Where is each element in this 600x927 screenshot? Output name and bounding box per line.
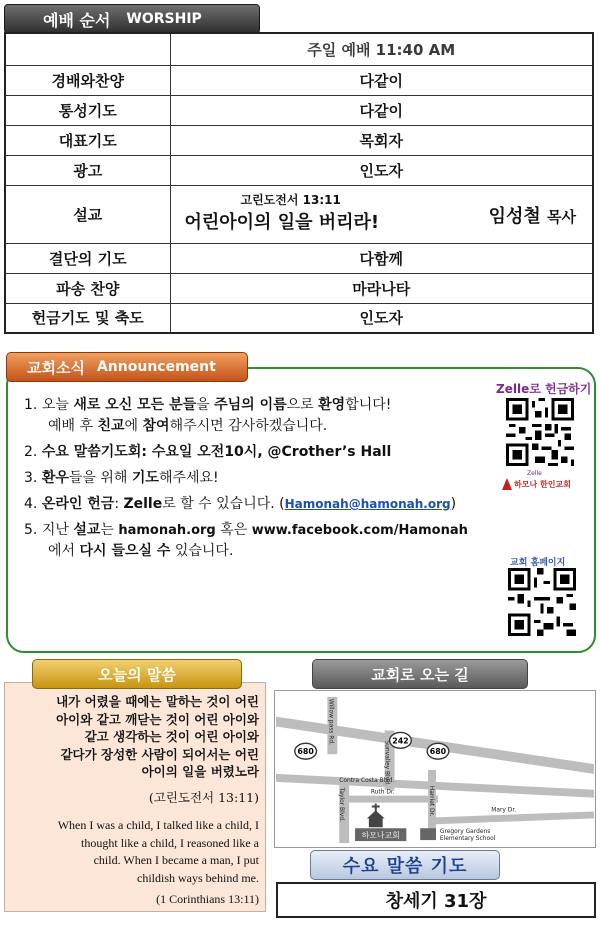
item-number: 4. xyxy=(24,496,42,512)
text: 환우 xyxy=(41,470,69,486)
todays-word-english xyxy=(3,817,259,887)
hwy-680-right-label: 680 xyxy=(429,747,447,757)
zelle-logo-text: Zelle xyxy=(527,470,542,477)
verse-line: childish ways behind me. xyxy=(137,870,259,885)
table-row xyxy=(5,303,593,333)
text: 해주세요! xyxy=(158,470,219,486)
ruth-road xyxy=(349,796,438,803)
row-label: 경배와찬양 xyxy=(5,65,170,95)
text: 에 xyxy=(124,418,143,434)
todays-word-tab: 오늘의 말씀 xyxy=(32,659,242,689)
row-label: 대표기도 xyxy=(5,125,170,155)
verse-line: thought like a child, I reasoned like a xyxy=(81,835,259,850)
directions-map[interactable] xyxy=(274,690,596,848)
announcement-tab xyxy=(6,352,248,382)
worship-tab-en: WORSHIP xyxy=(126,11,202,27)
church-marker xyxy=(367,804,385,828)
qr-code-icon xyxy=(506,398,574,466)
service-time: 주일 예배 11:40 AM xyxy=(170,33,593,65)
row-value: 다같이 xyxy=(170,65,593,95)
verse-line: When I was a child, I talked like a child, I xyxy=(57,818,259,832)
item-number: 2. xyxy=(24,444,42,460)
table-row xyxy=(5,243,593,273)
text: 환영 xyxy=(318,397,346,413)
text: 혹은 xyxy=(215,522,252,538)
text: 지난 xyxy=(41,522,74,538)
row-value: 인도자 xyxy=(170,303,593,333)
directions-tab: 교회로 오는 길 xyxy=(312,659,528,689)
text: : xyxy=(114,496,124,512)
text: hamonah.org xyxy=(118,523,216,538)
row-value: 인도자 xyxy=(170,155,593,185)
text: 기도 xyxy=(131,470,159,486)
preacher-name: 임성철 xyxy=(488,206,541,227)
row-label: 통성기도 xyxy=(5,95,170,125)
sunvalley-label: Sunvalley Blvd. xyxy=(383,740,390,786)
text: 다시 들으실 수 xyxy=(79,543,171,559)
announcement-item-2 xyxy=(24,442,504,463)
church-logo-text: 하모나 한인교회 xyxy=(514,479,571,489)
map-graphic xyxy=(275,691,595,847)
service-time-row xyxy=(5,33,593,65)
wednesday-prayer-title: 수요 말씀 기도 xyxy=(310,850,500,880)
row-value: 목회자 xyxy=(170,125,593,155)
text: 주님의 이름 xyxy=(214,397,287,413)
church-logo xyxy=(502,478,571,490)
text: 을 xyxy=(196,397,215,413)
text: 새로 오신 모든 분들 xyxy=(73,397,197,413)
cross-logo-icon xyxy=(502,478,512,490)
text: 온라인 헌금 xyxy=(41,496,115,512)
school-marker xyxy=(420,828,436,840)
church-roof-icon xyxy=(367,810,385,818)
korean-verse-reference: (고린도전서 13:11) xyxy=(148,790,259,805)
todays-word-korean xyxy=(9,693,259,781)
verse-line: child. When I became a man, I put xyxy=(93,853,259,867)
announcement-item-1 xyxy=(24,395,504,437)
verse-line: 아이와 같고 깨닫는 것이 어린 아이와 xyxy=(56,711,259,727)
preacher-title: 목사 xyxy=(547,208,576,226)
harriet-label: Harriet Dr. xyxy=(428,785,435,817)
item-number: 5. xyxy=(24,522,42,538)
row-label: 광고 xyxy=(5,155,170,185)
row-label: 헌금기도 및 축도 xyxy=(5,303,170,333)
row-value: 마라나타 xyxy=(170,273,593,303)
text: ) xyxy=(450,496,457,512)
text: 해주시면 감사하겠습니다. xyxy=(169,418,328,434)
table-row xyxy=(5,155,593,185)
text: 예배 후 xyxy=(48,418,98,434)
table-row xyxy=(5,95,593,125)
verse-line: 같다가 장성한 사람이 되어서는 어린 xyxy=(60,746,259,762)
homepage-label: 교회 홈페이지 xyxy=(510,558,566,568)
church-building-icon xyxy=(369,817,383,827)
text: 는 xyxy=(100,522,119,538)
table-row-label xyxy=(5,33,170,65)
zelle-label: Zelle로 헌금하기 xyxy=(496,382,592,396)
table-row xyxy=(5,65,593,95)
row-label: 결단의 기도 xyxy=(5,243,170,273)
wednesday-passage: 창세기 31장 xyxy=(276,882,596,918)
sermon-scripture: 고린도전서 13:11 xyxy=(240,193,341,207)
english-verse-reference: (1 Corinthians 13:11) xyxy=(156,892,259,906)
school-label-line2: Elementary School xyxy=(439,836,496,843)
todays-word-box xyxy=(4,682,266,912)
cross-bar-icon xyxy=(372,806,380,808)
row-label: 파송 찬양 xyxy=(5,273,170,303)
text: Zelle xyxy=(123,496,163,512)
verse-line: 같고 생각하는 것이 어린 아이와 xyxy=(84,729,259,744)
worship-order-table xyxy=(4,32,594,334)
text: 에서 xyxy=(48,543,80,559)
sermon-cell xyxy=(170,185,593,243)
homepage-qr-code[interactable] xyxy=(508,568,576,636)
email-link[interactable]: Hamonah@hamonah.org xyxy=(284,497,451,511)
verse-line: 내가 어렸을 때에는 말하는 것이 어린 xyxy=(56,694,259,709)
hwy-680-left-label: 680 xyxy=(297,747,314,757)
hwy-242-label: 242 xyxy=(392,736,409,746)
row-value: 다같이 xyxy=(170,95,593,125)
table-row xyxy=(5,125,593,155)
ruth-label: Ruth Dr. xyxy=(370,789,395,796)
willow-pass-label: Willow pass Rd. xyxy=(327,698,334,745)
verse-line: 아이의 일을 버렸노라 xyxy=(141,764,259,779)
text: 합니다! xyxy=(345,397,392,413)
taylor-label: Taylor Blvd. xyxy=(338,787,345,822)
worship-tab xyxy=(4,4,260,34)
mary-label: Mary Dr. xyxy=(491,807,517,814)
text: 있습니다. xyxy=(170,543,234,559)
row-value: 다함께 xyxy=(170,243,593,273)
cross-icon xyxy=(375,804,377,812)
text: 참여 xyxy=(142,418,170,434)
sermon-row xyxy=(5,185,593,243)
sermon-title: 어린아이의 일을 버리라! xyxy=(184,212,380,233)
text: 로 할 수 있습니다. ( xyxy=(162,496,285,512)
worship-tab-ko: 예배 순서 xyxy=(43,10,111,30)
text: www.facebook.com/Hamonah xyxy=(251,523,468,538)
text: 들을 위해 xyxy=(68,470,132,486)
text: 으로 xyxy=(286,397,319,413)
preacher xyxy=(489,202,576,228)
text: 오늘 xyxy=(41,397,74,413)
item-number: 1. xyxy=(24,397,42,413)
announcement-tab-ko: 교회소식 xyxy=(27,358,85,377)
item-number: 3. xyxy=(24,470,42,486)
qr-code-icon xyxy=(508,568,576,636)
announcement-item-3 xyxy=(24,468,504,489)
text: 수요 말씀기도회: 수요일 오전10시, @Crother’s Hall xyxy=(41,444,392,460)
row-label: 설교 xyxy=(5,185,170,243)
text: 친교 xyxy=(97,418,125,434)
text: 설교 xyxy=(73,522,101,538)
announcement-item-5 xyxy=(24,520,504,562)
church-map-label: 하모나교회 xyxy=(361,831,400,841)
announcement-list xyxy=(24,395,504,567)
announcement-tab-en: Announcement xyxy=(96,359,216,375)
table-row xyxy=(5,273,593,303)
school-label-line1: Gregory Gardens xyxy=(439,829,491,836)
contra-costa-label: Contra Costa Blvd. xyxy=(339,777,395,784)
announcement-item-4 xyxy=(24,494,504,515)
zelle-qr-code[interactable] xyxy=(506,398,574,466)
